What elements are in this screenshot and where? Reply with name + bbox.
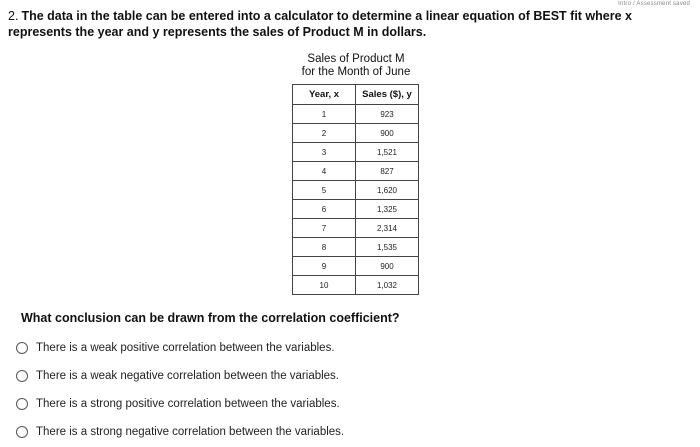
sales-cell: 1,325: [356, 200, 419, 219]
choice-label[interactable]: There is a strong positive correlation between the variables.: [36, 398, 340, 410]
year-cell: 7: [293, 219, 356, 238]
save-status: Intro / Assessment saved: [618, 1, 690, 7]
table-title: [292, 53, 420, 79]
year-cell: 10: [293, 276, 356, 295]
choice-label[interactable]: There is a weak negative correlation between the variables.: [36, 370, 340, 382]
table-row: [293, 238, 419, 257]
year-cell: 9: [293, 257, 356, 276]
question-number: 2.: [8, 9, 19, 23]
sales-column-header: Sales ($), y: [356, 85, 419, 105]
sales-cell: 900: [356, 124, 419, 143]
question-text: The data in the table can be entered into a calculator to determine a linear equation of BEST fit where x represents the year and y represents the sales of Product M in dollars.: [8, 9, 632, 39]
table-row: [293, 124, 419, 143]
choice-weak-positive[interactable]: [16, 334, 344, 362]
choice-label[interactable]: There is a strong negative correlation between the variables.: [36, 426, 345, 438]
radio-button[interactable]: [16, 398, 28, 410]
sales-cell: 923: [356, 105, 419, 124]
correlation-prompt: What conclusion can be drawn from the correlation coefficient?: [21, 311, 400, 325]
year-column-header: Year, x: [293, 85, 356, 105]
sales-cell: 2,314: [356, 219, 419, 238]
choice-strong-negative[interactable]: [16, 418, 344, 446]
answer-choices: [16, 334, 344, 446]
radio-button[interactable]: [16, 342, 28, 354]
sales-cell: 827: [356, 162, 419, 181]
sales-cell: 1,535: [356, 238, 419, 257]
sales-table: [292, 84, 419, 295]
choice-label[interactable]: There is a weak positive correlation between the variables.: [36, 342, 335, 354]
year-cell: 4: [293, 162, 356, 181]
year-cell: 3: [293, 143, 356, 162]
table-row: [293, 276, 419, 295]
table-row: [293, 181, 419, 200]
sales-cell: 1,620: [356, 181, 419, 200]
table-row: [293, 200, 419, 219]
year-cell: 2: [293, 124, 356, 143]
choice-strong-positive[interactable]: [16, 390, 344, 418]
sales-cell: 900: [356, 257, 419, 276]
table-row: [293, 219, 419, 238]
sales-cell: 1,032: [356, 276, 419, 295]
question-text-block: [8, 8, 690, 40]
sales-cell: 1,521: [356, 143, 419, 162]
table-title-line-2: for the Month of June: [301, 66, 411, 78]
table-title-line-1: Sales of Product M: [307, 53, 405, 65]
table-row: [293, 257, 419, 276]
choice-weak-negative[interactable]: [16, 362, 344, 390]
table-row: [293, 105, 419, 124]
table-row: [293, 143, 419, 162]
year-cell: 1: [293, 105, 356, 124]
table-row: [293, 162, 419, 181]
year-cell: 5: [293, 181, 356, 200]
radio-button[interactable]: [16, 370, 28, 382]
radio-button[interactable]: [16, 426, 28, 438]
year-cell: 8: [293, 238, 356, 257]
year-cell: 6: [293, 200, 356, 219]
